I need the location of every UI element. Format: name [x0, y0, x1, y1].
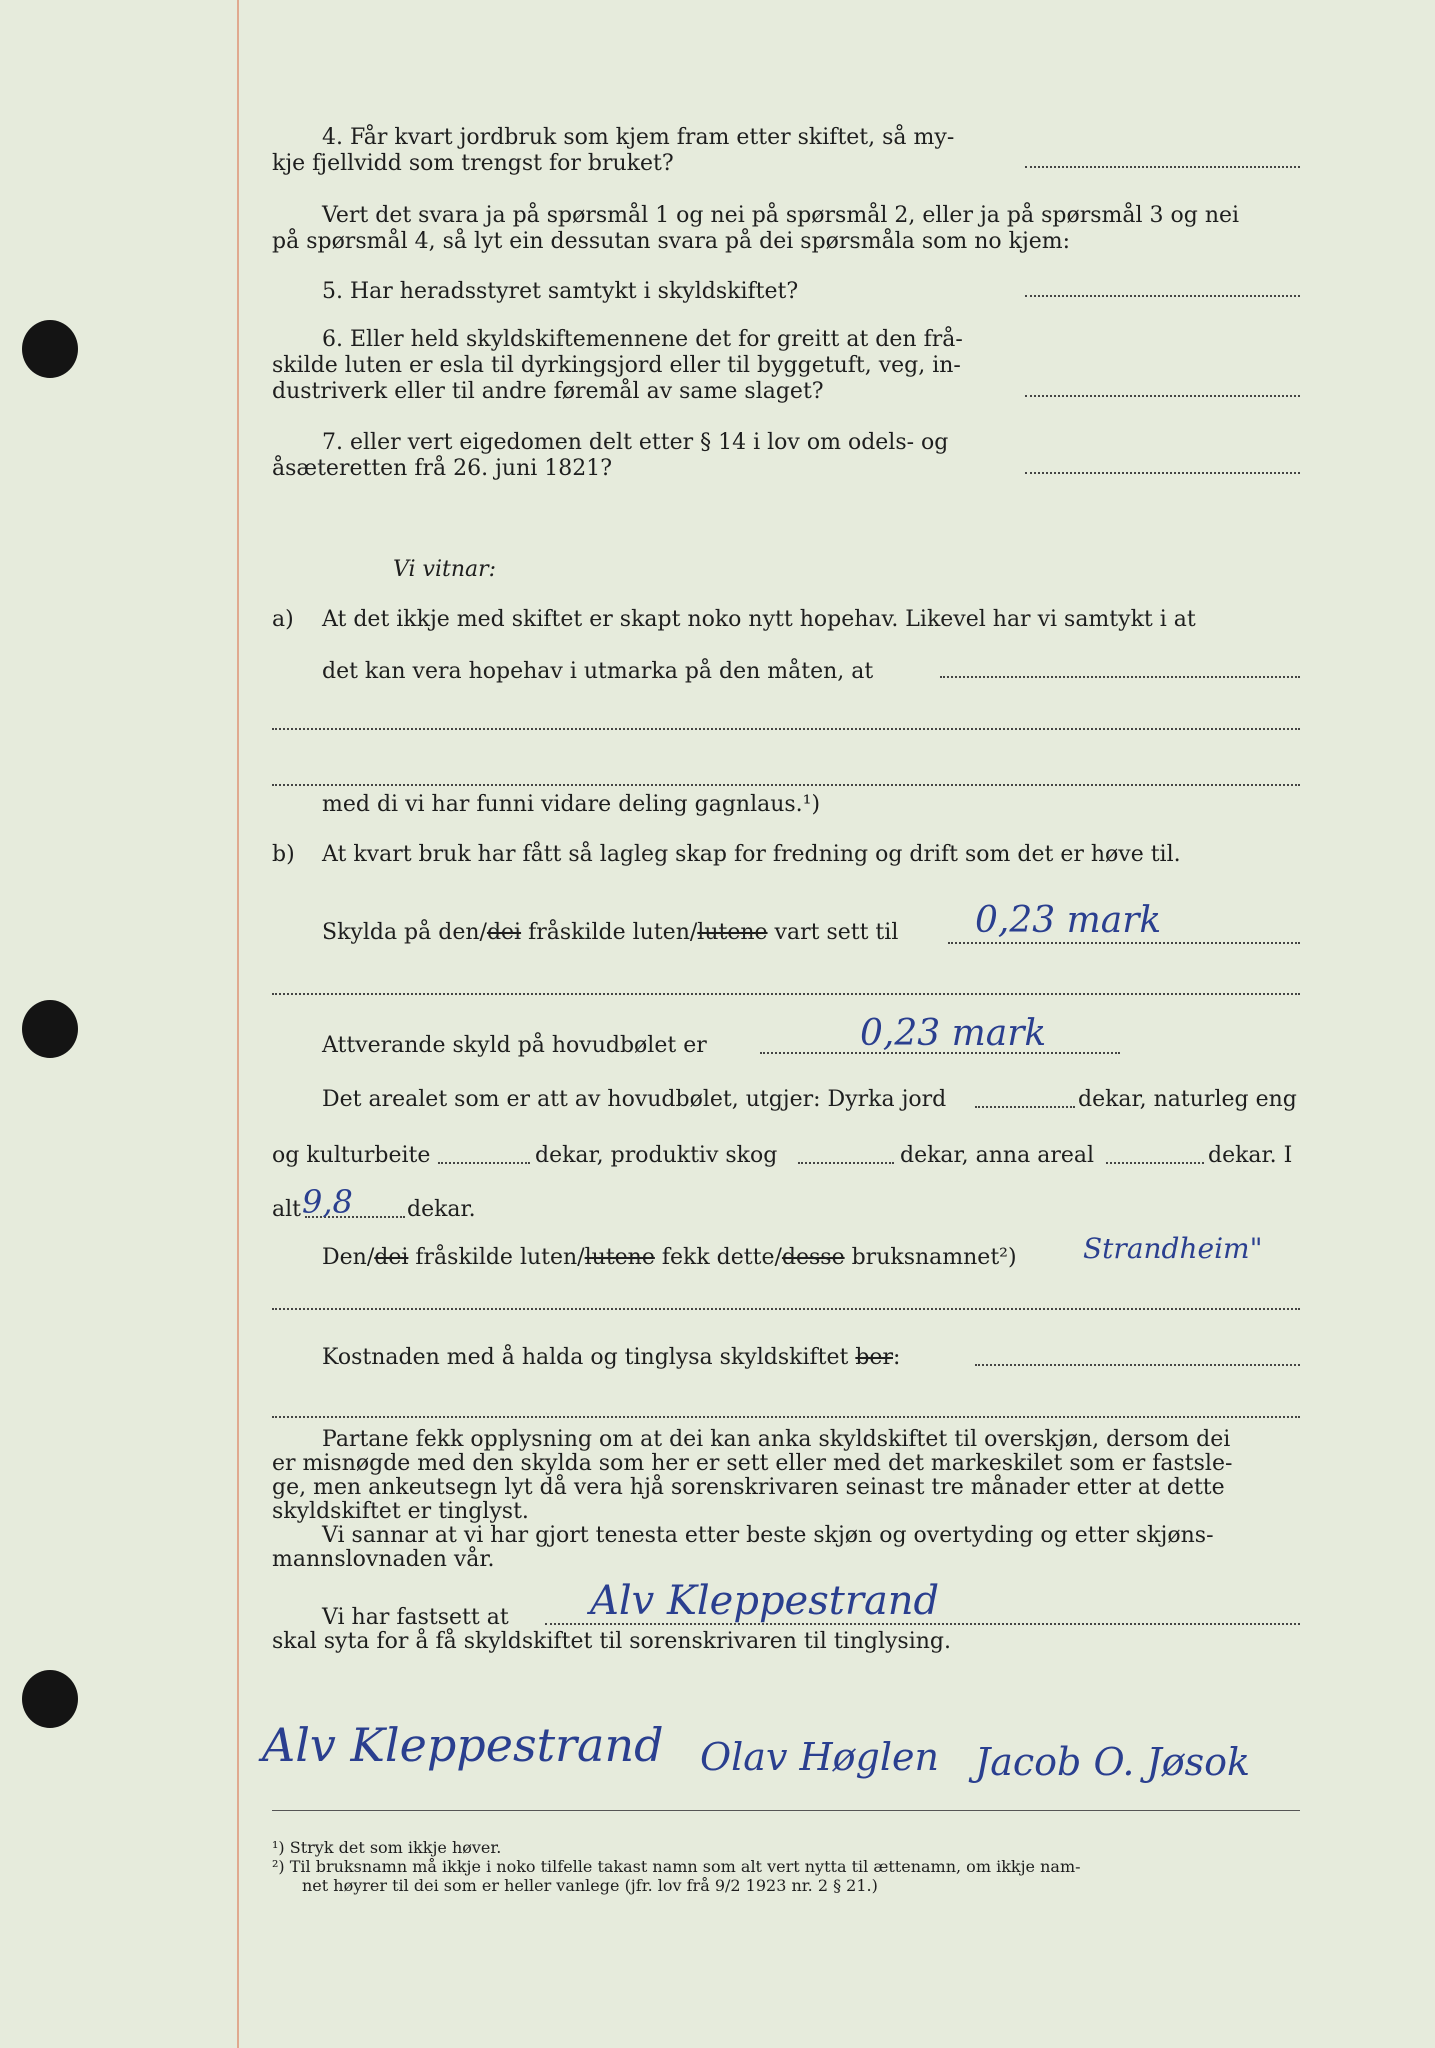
areal-line-2d: dekar. I — [1208, 1143, 1293, 1168]
kostnad-sentence — [322, 1345, 900, 1371]
signature-2: Olav Høglen — [700, 1735, 939, 1779]
question-6-line-2: skilde luten er esla til dyrkingsjord eller til byggetuft, veg, in- — [272, 353, 961, 378]
item-a-label: a) — [272, 607, 294, 632]
kostnad-colon: : — [892, 1345, 901, 1370]
fastsett-handwritten: Alv Kleppestrand — [590, 1578, 940, 1624]
fastsett-label: Vi har fastsett at — [322, 1605, 509, 1630]
closing-line-5: Vi sannar at vi har gjort tenesta etter beste skjøn og overtyding og etter skjøns- — [322, 1523, 1214, 1548]
bruksnamn-strike-2: lutene — [584, 1245, 655, 1270]
kostnad-fill-line-2 — [272, 1416, 1300, 1418]
condition-line-2: på spørsmål 4, så lyt ein dessutan svara på dei spørsmåla som no kjem: — [272, 229, 1071, 254]
footnote-2-line-1: ²) Til bruksnamn må ikkje i noko tilfelle takast namn som alt vert nytta til ættenamn, om ikkje nam- — [272, 1857, 1081, 1876]
skylda-strike-1: dei — [486, 920, 522, 945]
item-a-line-1: At det ikkje med skiftet er skapt noko nytt hopehav. Likevel har vi samtykt i at — [322, 607, 1196, 632]
skylda-strike-2: lutene — [697, 920, 768, 945]
areal-line-2b: dekar, produktiv skog — [535, 1143, 778, 1168]
kostnad-fill-line — [975, 1364, 1300, 1366]
bruksnamn-text-4: bruksnamnet²) — [844, 1245, 1017, 1270]
bruksnamn-handwritten: Strandheim" — [1083, 1232, 1263, 1265]
item-b-label: b) — [272, 842, 295, 867]
condition-line-1: Vert det svara ja på spørsmål 1 og nei på spørsmål 2, eller ja på spørsmål 3 og nei — [322, 203, 1240, 228]
kulturbeite-fill — [438, 1162, 530, 1164]
fill-line-a3 — [272, 784, 1300, 786]
closing-line-1: Partane fekk opplysning om at dei kan anka skyldskiftet til overskjøn, dersom dei — [322, 1427, 1231, 1452]
skylda-text-2: fråskilde luten/ — [521, 920, 698, 945]
answer-line-q6 — [1025, 395, 1300, 397]
question-6-line-3: dustriverk eller til andre føremål av same slaget? — [272, 379, 824, 404]
areal-line-3a: alt — [272, 1197, 301, 1222]
skylda-value-handwritten: 0,23 mark — [975, 900, 1162, 941]
closing-line-2: er misnøgde med den skylda som her er sett eller med det markeskilet som er fastsle- — [272, 1451, 1233, 1476]
item-a-line-3: med di vi har funni vidare deling gagnlaus.¹) — [322, 792, 821, 817]
kostnad-strike: ber — [855, 1345, 893, 1370]
margin-line — [237, 0, 239, 2048]
total-handwritten: 9,8 — [302, 1183, 353, 1221]
skylda-sentence — [322, 920, 898, 946]
signature-1: Alv Kleppestrand — [262, 1718, 664, 1772]
bruksnamn-text-1: Den/ — [322, 1245, 375, 1270]
areal-line-1-end: dekar, naturleg eng — [1078, 1087, 1297, 1112]
question-7-line-2: åsæteretten frå 26. juni 1821? — [272, 456, 613, 481]
question-5: 5. Har heradsstyret samtykt i skyldskiftet? — [322, 279, 799, 304]
question-6-line-1: 6. Eller held skyldskiftemennene det for greitt at den frå- — [322, 327, 963, 352]
bruksnamn-text-2: fråskilde luten/ — [408, 1245, 585, 1270]
skylda-fill-line-2 — [272, 993, 1300, 995]
item-a-line-2: det kan vera hopehav i utmarka på den måten, at — [322, 659, 874, 684]
fill-line-a2 — [272, 728, 1300, 730]
punch-hole — [22, 320, 78, 378]
areal-line-1: Det arealet som er att av hovudbølet, utgjer: Dyrka jord — [322, 1087, 947, 1112]
bruksnamn-strike-1: dei — [374, 1245, 409, 1270]
question-4-line-2: kje fjellvidd som trengst for bruket? — [272, 151, 674, 176]
skylda-text-1: Skylda på den/ — [322, 920, 487, 945]
remaining-skyld-label: Attverande skyld på hovudbølet er — [322, 1033, 707, 1058]
bruksnamn-sentence — [322, 1245, 1017, 1271]
closing-line-8: skal syta for å få skyldskiftet til sorenskrivaren til tinglysing. — [272, 1629, 951, 1654]
closing-line-3: ge, men ankeutsegn lyt då vera hjå sorenskrivaren seinast tre månader etter at dette — [272, 1475, 1225, 1500]
fill-line-a — [940, 676, 1300, 678]
punch-hole — [22, 1000, 78, 1058]
skog-fill — [798, 1162, 894, 1164]
footnote-2-line-2: net høyrer til dei som er heller vanlege (jfr. lov frå 9/2 1923 nr. 2 § 21.) — [302, 1876, 878, 1895]
bruksnamn-strike-3: desse — [781, 1245, 845, 1270]
skylda-text-3: vart sett til — [767, 920, 899, 945]
question-4-line-1: 4. Får kvart jordbruk som kjem fram etter skiftet, så my- — [322, 125, 955, 150]
bruksnamn-text-3: fekk dette/ — [654, 1245, 782, 1270]
closing-line-6: mannslovnaden vår. — [272, 1547, 495, 1572]
anna-areal-fill — [1106, 1162, 1204, 1164]
dyrka-jord-fill — [975, 1106, 1075, 1108]
kostnad-text: Kostnaden med å halda og tinglysa skyldskiftet — [322, 1345, 849, 1370]
skylda-fill-line — [948, 942, 1300, 944]
answer-line-q5 — [1025, 295, 1300, 297]
areal-line-2c: dekar, anna areal — [900, 1143, 1095, 1168]
areal-line-2a: og kulturbeite — [272, 1143, 431, 1168]
punch-hole — [22, 1670, 78, 1728]
areal-line-3b: dekar. — [407, 1197, 476, 1222]
question-7-line-1: 7. eller vert eigedomen delt etter § 14 i lov om odels- og — [322, 430, 949, 455]
remaining-value-handwritten: 0,23 mark — [860, 1013, 1047, 1054]
witness-heading: Vi vitnar: — [393, 557, 497, 582]
item-b-line-1: At kvart bruk har fått så lagleg skap for fredning og drift som det er høve til. — [322, 842, 1181, 867]
signature-3: Jacob O. Jøsok — [975, 1740, 1251, 1784]
answer-line-q7 — [1025, 472, 1300, 474]
closing-line-4: skyldskiftet er tinglyst. — [272, 1499, 529, 1524]
footnote-1: ¹) Stryk det som ikkje høver. — [272, 1838, 502, 1857]
footnote-rule — [272, 1810, 1300, 1811]
bruksnamn-fill-line — [272, 1308, 1300, 1310]
answer-line-q4 — [1025, 166, 1300, 168]
